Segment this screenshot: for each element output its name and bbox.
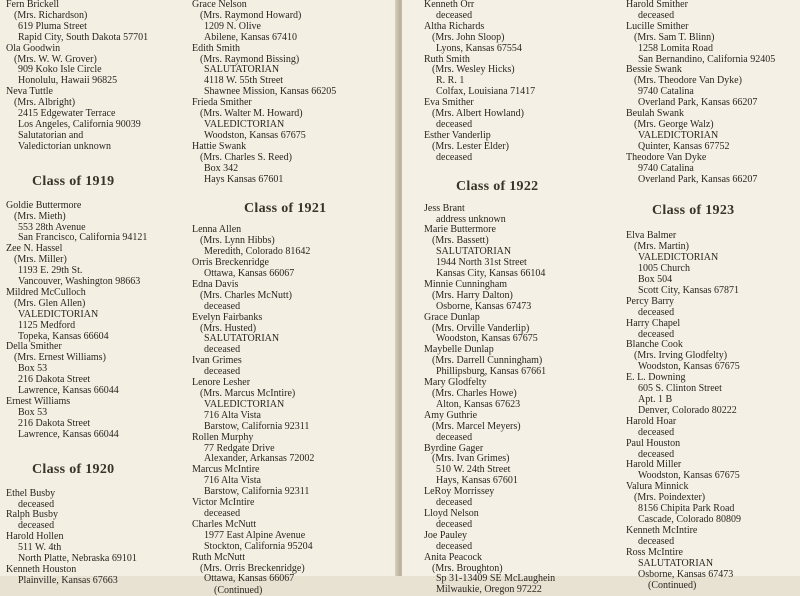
alumni-detail: Colfax, Louisiana 71417: [436, 86, 536, 98]
alumni-detail: 4118 W. 55th Street: [204, 75, 284, 87]
alumni-name: Elva Balmer: [626, 230, 677, 242]
alumni-name: Grace Nelson: [192, 0, 247, 10]
alumni-entry: [424, 55, 555, 99]
alumni-name: Marcus McIntire: [192, 464, 260, 476]
married-name: (Mrs. Walter M. Howard): [200, 108, 303, 120]
alumni-detail: SALUTATORIAN: [204, 64, 280, 76]
alumni-entry: [6, 397, 148, 441]
alumni-entry: [192, 98, 336, 142]
married-name: (Mrs. Charles McNutt): [200, 289, 292, 301]
married-name: (Mrs. Harry Dalton): [432, 289, 513, 301]
alumni-name: Ethel Busby: [6, 487, 56, 499]
alumni-detail: Barstow, California 92311: [204, 420, 310, 432]
alumni-entry: [6, 244, 148, 288]
alumni-detail: R. R. 1: [436, 75, 465, 87]
alumni-entry: [6, 201, 148, 245]
alumni-name: Percy Barry: [626, 295, 675, 307]
class-1921-list: [192, 225, 336, 585]
alumni-detail: Apt. 1 B: [638, 394, 673, 405]
alumni-detail: deceased: [18, 498, 55, 510]
alumni-entry: [626, 548, 775, 581]
married-name: (Mrs. Lester Elder): [432, 140, 509, 152]
alumni-detail: 716 Alta Vista: [204, 409, 261, 421]
alumni-entry: [6, 565, 148, 587]
married-name: (Mrs. Marcel Meyers): [432, 420, 521, 432]
alumni-name: Zee N. Hassel: [6, 243, 63, 255]
alumni-name: Altha Richards: [424, 20, 485, 32]
class-1922-heading: Class of 1922: [456, 178, 539, 194]
alumni-detail: Stockton, California 95204: [204, 540, 313, 552]
alumni-detail: VALEDICTORIAN: [204, 398, 285, 410]
alumni-detail: San Bernandino, California 92405: [638, 53, 776, 65]
married-name: (Mrs. Poindexter): [634, 492, 706, 504]
alumni-detail: deceased: [204, 366, 241, 378]
alumni-name: Della Smither: [6, 341, 62, 353]
alumni-detail: deceased: [436, 151, 473, 163]
alumni-detail: 909 Koko Isle Circle: [18, 64, 102, 76]
alumni-entry: [192, 356, 336, 378]
alumni-detail: Milwaukie, Oregon 97222: [436, 584, 542, 596]
alumni-name: Lenna Allen: [192, 224, 242, 236]
alumni-entry: [626, 340, 775, 373]
alumni-entry: [424, 487, 555, 509]
alumni-detail: deceased: [436, 9, 473, 21]
married-name: (Mrs. Richardson): [14, 9, 88, 21]
alumni-name: Ralph Busby: [6, 509, 58, 521]
alumni-entry: [192, 0, 336, 44]
married-name: (Mrs. Miller): [14, 254, 67, 266]
alumni-detail: 553 28th Avenue: [18, 221, 86, 233]
alumni-detail: Ottawa, Kansas 66067: [204, 573, 295, 585]
class-1922-continued-list: [626, 0, 775, 185]
alumni-name: Joe Pauley: [424, 529, 468, 541]
alumni-detail: Denver, Colorado 80222: [638, 404, 737, 416]
alumni-detail: deceased: [638, 448, 675, 460]
alumni-name: Neva Tuttle: [6, 86, 53, 98]
alumni-name: Theodore Van Dyke: [626, 151, 707, 163]
alumni-detail: deceased: [436, 118, 473, 130]
alumni-name: Ivan Grimes: [192, 355, 242, 367]
alumni-entry: [192, 44, 336, 99]
left-page-column-2: [192, 0, 336, 596]
alumni-detail: Woodston, Kansas 67675: [204, 129, 306, 141]
married-name: (Mrs. Glen Allen): [14, 297, 86, 309]
alumni-entry: [626, 297, 775, 319]
alumni-entry: [6, 489, 148, 511]
alumni-detail: Lawrence, Kansas 66044: [18, 428, 119, 440]
alumni-entry: [192, 378, 336, 433]
alumni-detail: VALEDICTORIAN: [18, 308, 99, 320]
alumni-name: Edna Davis: [192, 278, 239, 290]
alumni-entry: [424, 378, 555, 411]
alumni-name: Harold Hollen: [6, 531, 64, 543]
alumni-detail: San Francisco, California 94121: [18, 232, 148, 244]
class-1919-list: [6, 201, 148, 441]
alumni-name: Eva Smither: [424, 97, 474, 109]
alumni-entry: [6, 44, 148, 88]
alumni-name: Rollen Murphy: [192, 431, 254, 443]
alumni-entry: [626, 22, 775, 66]
alumni-detail: 511 W. 4th: [18, 542, 62, 554]
alumni-name: Mildred McCulloch: [6, 286, 86, 298]
alumni-entry: [626, 439, 775, 461]
alumni-detail: Phillipsburg, Kansas 67661: [436, 366, 547, 378]
alumni-name: Ruth Smith: [424, 53, 470, 65]
married-name: (Mrs. Martin): [634, 241, 689, 253]
alumni-name: Hattie Swank: [192, 140, 247, 152]
alumni-entry: [6, 532, 148, 565]
alumni-name: Evelyn Fairbanks: [192, 311, 263, 323]
alumni-name: Fern Brickell: [6, 0, 60, 10]
married-name: (Mrs. Raymond Howard): [200, 9, 302, 21]
alumni-detail: Overland Park, Kansas 66207: [638, 97, 758, 109]
alumni-entry: [6, 87, 148, 131]
alumni-detail: 77 Redgate Drive: [204, 442, 275, 454]
alumni-detail: deceased: [204, 344, 241, 356]
married-name: (Mrs. Theodore Van Dyke): [634, 75, 742, 87]
alumni-detail: SALUTATORIAN: [638, 557, 714, 569]
alumni-name: E. L. Downing: [626, 372, 686, 384]
alumni-entry: [626, 65, 775, 109]
alumni-entry: [424, 22, 555, 55]
alumni-entry: [192, 465, 336, 498]
alumni-detail: Shawnee Mission, Kansas 66205: [204, 86, 337, 98]
alumni-entry: [192, 498, 336, 520]
married-name: (Mrs. Charles Howe): [432, 388, 517, 399]
alumni-detail: VALEDICTORIAN: [638, 252, 719, 264]
class-1920-heading: Class of 1920: [32, 461, 115, 477]
alumni-name: Goldie Buttermore: [6, 199, 82, 211]
alumni-entry: [626, 231, 775, 296]
alumni-detail: Overland Park, Kansas 66207: [638, 173, 758, 185]
alumni-name: Frieda Smither: [192, 97, 252, 109]
alumni-name: Harold Miller: [626, 459, 682, 471]
married-name: (Mrs. Orris Breckenridge): [200, 562, 305, 574]
alumni-name: Victor McIntire: [192, 497, 255, 509]
alumni-entry: [424, 345, 555, 378]
alumni-entry: [192, 258, 336, 280]
alumni-detail: Box 342: [204, 162, 239, 174]
alumni-detail: Woodston, Kansas 67675: [638, 470, 740, 482]
married-name: (Mrs. W. W. Grover): [14, 53, 97, 65]
alumni-name: Ross McIntire: [626, 546, 683, 558]
alumni-entry: [424, 0, 555, 22]
alumni-entry: [192, 553, 336, 586]
alumni-name: Edith Smith: [192, 42, 241, 54]
alumni-detail: Woodston, Kansas 67675: [638, 361, 740, 373]
alumni-entry: [626, 0, 775, 22]
alumni-detail: Alton, Kansas 67623: [436, 398, 521, 410]
alumni-entry: [192, 142, 336, 186]
alumni-detail: Osborne, Kansas 67473: [638, 568, 734, 580]
alumni-detail: 2415 Edgewater Terrace: [18, 108, 116, 120]
continued-note-right: (Continued): [648, 580, 697, 592]
alumni-detail: Hays, Kansas 67601: [436, 475, 518, 487]
alumni-detail: 9740 Catalina: [638, 86, 694, 98]
alumni-name: Paul Houston: [626, 437, 681, 449]
alumni-detail: deceased: [204, 507, 241, 519]
alumni-name: Grace Dunlap: [424, 311, 480, 323]
alumni-detail: 510 W. 24th Street: [436, 464, 511, 476]
married-name: (Mrs. Albert Howland): [432, 108, 524, 120]
alumni-detail: deceased: [436, 431, 473, 443]
alumni-detail: Ottawa, Kansas 66067: [204, 268, 295, 280]
alumni-detail: Box 53: [18, 406, 48, 418]
alumni-detail: deceased: [638, 9, 675, 21]
alumni-name: Jess Brant: [424, 202, 465, 214]
alumni-detail: 1258 Lomita Road: [638, 42, 713, 54]
alumni-detail: North Platte, Nebraska 69101: [18, 553, 137, 565]
alumni-entry: [424, 204, 555, 226]
married-name: (Mrs. Mieth): [14, 210, 66, 222]
alumni-detail: Alexander, Arkansas 72002: [204, 453, 315, 465]
alumni-name: Byrdine Gager: [424, 442, 484, 454]
alumni-detail: Lawrence, Kansas 66044: [18, 385, 119, 397]
class-1920-list: [6, 489, 148, 587]
left-page-column-1: [6, 0, 148, 587]
alumni-detail: Rapid City, South Dakota 57701: [18, 31, 149, 43]
class-1922-list: [424, 204, 555, 596]
alumni-name: Maybelle Dunlap: [424, 344, 494, 356]
alumni-name: Amy Guthrie: [424, 409, 478, 421]
alumni-name: Esther Vanderlip: [424, 129, 491, 141]
class-1919-heading: Class of 1919: [32, 173, 115, 189]
alumni-detail: deceased: [204, 300, 241, 312]
class-1923-heading: Class of 1923: [652, 203, 735, 219]
alumni-detail: SALUTATORIAN: [436, 246, 512, 258]
alumni-name: Harry Chapel: [626, 317, 681, 329]
married-name: (Mrs. Bassett): [432, 235, 489, 247]
married-name: (Mrs. Wesley Hicks): [432, 64, 515, 76]
alumni-detail: Scott City, Kansas 67871: [638, 284, 740, 296]
alumni-detail: 216 Dakota Street: [18, 374, 91, 386]
right-page: [402, 0, 800, 596]
alumni-entry: [626, 319, 775, 341]
alumni-entry: [626, 153, 775, 186]
married-name: (Mrs. George Walz): [634, 118, 714, 130]
alumni-detail: Sp 31-13409 SE McLaughein: [436, 573, 556, 585]
alumni-name: Ruth McNutt: [192, 551, 246, 563]
married-name: (Mrs. Orville Vanderlip): [432, 322, 530, 334]
right-page-column-1: [424, 0, 555, 596]
class-1918-continued-list: [6, 0, 148, 131]
alumni-name: Harold Smither: [626, 0, 688, 10]
alumni-detail: SALUTATORIAN: [204, 333, 280, 345]
alumni-detail: Quinter, Kansas 67752: [638, 140, 730, 152]
alumni-detail: Topeka, Kansas 66604: [18, 330, 109, 342]
alumni-detail: deceased: [638, 426, 675, 438]
alumni-entry: [424, 411, 555, 444]
married-name: (Mrs. Irving Glodfelty): [634, 350, 728, 362]
alumni-entry: [424, 131, 555, 164]
alumni-name: Kenneth Orr: [424, 0, 475, 10]
alumni-entry: [626, 460, 775, 482]
alumni-detail: Box 53: [18, 363, 48, 375]
alumni-name: Kenneth Houston: [6, 563, 77, 575]
alumni-detail: 8156 Chipita Park Road: [638, 503, 735, 515]
alumni-entry: [626, 417, 775, 439]
class-1918-continued-list-2: [192, 0, 336, 185]
married-name: (Mrs. Darrell Cunningham): [432, 355, 543, 367]
alumni-detail: 1944 North 31st Street: [436, 257, 527, 269]
alumni-detail: 1005 Church: [638, 263, 690, 275]
alumni-detail: VALEDICTORIAN: [204, 118, 285, 130]
alumni-name: Ernest Williams: [6, 396, 71, 407]
alumni-entry: [6, 288, 148, 343]
married-name: (Mrs. Ernest Williams): [14, 352, 106, 364]
alumni-detail: 716 Alta Vista: [204, 475, 261, 487]
alumni-entry: [192, 313, 336, 357]
married-name: (Mrs. Sam T. Blinn): [634, 31, 715, 43]
alumni-entry: [192, 433, 336, 466]
alumni-detail: Meredith, Colorado 81642: [204, 246, 311, 258]
alumni-name: Valura Minnick: [626, 481, 689, 493]
alumni-detail: 1193 E. 29th St.: [18, 265, 83, 277]
alumni-detail: Barstow, California 92311: [204, 486, 310, 498]
alumni-detail: Osborne, Kansas 67473: [436, 300, 532, 312]
alumni-detail: Abilene, Kansas 67410: [204, 31, 298, 43]
married-name: (Mrs. Lynn Hibbs): [200, 235, 275, 247]
alumni-entry: [424, 553, 555, 596]
alumni-entry: [424, 509, 555, 531]
alumni-entry: [6, 0, 148, 44]
alumni-detail: deceased: [638, 535, 675, 547]
alumni-detail: VALEDICTORIAN: [638, 129, 719, 141]
alumni-name: Kenneth McIntire: [626, 524, 698, 536]
alumni-detail: Lyons, Kansas 67554: [436, 42, 522, 54]
alumni-entry: [626, 482, 775, 526]
married-name: (Mrs. Charles S. Reed): [200, 151, 292, 163]
alumni-detail: Honolulu, Hawaii 96825: [18, 75, 118, 87]
alumni-detail: Box 504: [638, 274, 673, 286]
alumni-name: Lenore Lesher: [192, 377, 251, 389]
alumni-detail: Vancouver, Washington 98663: [18, 276, 141, 288]
alumni-detail: Woodston, Kansas 67675: [436, 333, 538, 345]
alumni-name: Mary Glodfelty: [424, 377, 487, 389]
alumni-name: Harold Hoar: [626, 415, 677, 427]
alumni-entry: [424, 225, 555, 280]
alumni-detail: deceased: [638, 328, 675, 340]
alumni-entry: [192, 280, 336, 313]
alumni-entry: [626, 526, 775, 548]
continued-note: (Continued): [214, 585, 263, 596]
alumni-detail: 9740 Catalina: [638, 162, 694, 174]
alumni-detail: 1209 N. Olive: [204, 20, 261, 32]
alumni-entry: [626, 109, 775, 153]
married-name: (Mrs. Ivan Grimes): [432, 453, 510, 465]
alumni-name: Lloyd Nelson: [424, 507, 479, 519]
alumni-name: Orris Breckenridge: [192, 257, 269, 269]
alumni-detail: deceased: [436, 518, 473, 530]
class-1921-continued-list: [424, 0, 555, 164]
alumni-detail: 605 S. Clinton Street: [638, 383, 722, 395]
alumni-detail: 1977 East Alpine Avenue: [204, 529, 306, 541]
alumni-entry: [626, 373, 775, 417]
alumni-name: Anita Peacock: [424, 551, 483, 563]
alumni-name: Minnie Cunningham: [424, 278, 508, 290]
alumni-entry: [424, 280, 555, 313]
alumni-detail: 1125 Medford: [18, 319, 76, 331]
alumni-detail: deceased: [436, 540, 473, 552]
married-name: (Mrs. Albright): [14, 97, 76, 109]
left-page: [0, 0, 398, 596]
alumni-detail: deceased: [638, 306, 675, 318]
alumni-detail: 216 Dakota Street: [18, 417, 91, 429]
alumni-detail: address unknown: [436, 213, 506, 225]
alumni-name: Beulah Swank: [626, 108, 685, 120]
alumni-detail: Plainville, Kansas 67663: [18, 574, 118, 586]
alumni-entry: [6, 510, 148, 532]
alumni-name: LeRoy Morrissey: [424, 486, 495, 498]
alumni-name: Bessie Swank: [626, 64, 682, 76]
alumni-detail: Kansas City, Kansas 66104: [436, 268, 546, 280]
alumni-entry: [424, 444, 555, 488]
alumni-name: Marie Buttermore: [424, 224, 496, 236]
alumni-entry: [192, 520, 336, 553]
married-name: (Mrs. Raymond Bissing): [200, 53, 300, 65]
class-1921-heading: Class of 1921: [244, 201, 327, 217]
salutatorian-note: Salutatorian and Valedictorian unknown: [18, 129, 112, 152]
alumni-detail: Los Angeles, California 90039: [18, 118, 141, 130]
alumni-name: Ola Goodwin: [6, 42, 61, 54]
married-name: (Mrs. Husted): [200, 322, 257, 334]
alumni-entry: [192, 225, 336, 258]
class-1923-list: [626, 231, 775, 580]
alumni-detail: Hays Kansas 67601: [204, 173, 284, 185]
alumni-detail: 619 Pluma Street: [18, 20, 87, 32]
alumni-entry: [424, 313, 555, 346]
right-page-column-2: [626, 0, 775, 591]
alumni-name: Charles McNutt: [192, 518, 257, 530]
married-name: (Mrs. Marcus McIntire): [200, 388, 296, 399]
married-name: (Mrs. Broughton): [432, 562, 503, 574]
alumni-entry: [6, 342, 148, 397]
alumni-entry: [424, 98, 555, 131]
alumni-detail: deceased: [18, 520, 55, 532]
alumni-detail: Cascade, Colorado 80809: [638, 513, 742, 525]
alumni-name: Blanche Cook: [626, 339, 683, 351]
married-name: (Mrs. John Sloop): [432, 31, 505, 43]
alumni-name: Lucille Smither: [626, 20, 689, 32]
alumni-entry: [424, 531, 555, 553]
alumni-detail: deceased: [436, 497, 473, 509]
